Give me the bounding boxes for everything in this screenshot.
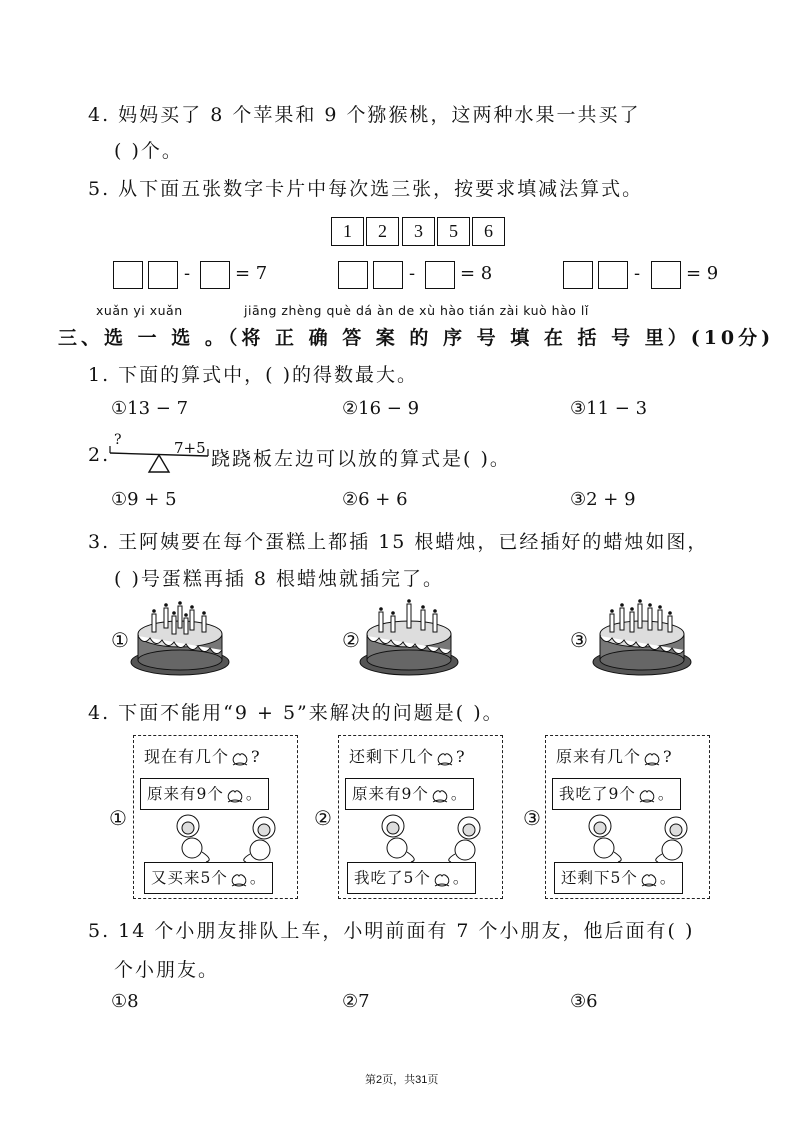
minus-sign: -	[184, 263, 191, 284]
cake-icon	[128, 596, 232, 678]
section-pinyin-left: xuǎn yi xuǎn	[96, 303, 183, 318]
speech-bubble: 我吃了5个 。	[347, 862, 476, 894]
option[interactable]: ③11 − 3	[570, 398, 648, 419]
mc-question-3-line1: 3. 王阿姨要在每个蛋糕上都插 15 根蜡烛，已经插好的蜡烛如图，	[88, 531, 709, 553]
number-card: 2	[366, 217, 399, 246]
mc-question-1: 1. 下面的算式中，( )的得数最大。	[88, 364, 419, 386]
option-label[interactable]: ①	[109, 806, 127, 830]
peach-icon	[434, 749, 456, 767]
monkey-icon	[174, 812, 284, 862]
question-5-text: 5. 从下面五张数字卡片中每次选三张，按要求填减法算式。	[88, 178, 644, 200]
answer-blank[interactable]	[425, 261, 455, 289]
cake-label: ③	[570, 628, 588, 652]
option[interactable]: ②16 − 9	[342, 398, 420, 419]
mc-question-2-text: 跷跷板左边可以放的算式是( )。	[211, 448, 511, 470]
option[interactable]: ①8	[111, 991, 139, 1012]
answer-blank[interactable]	[651, 261, 681, 289]
option[interactable]: ③2 + 9	[570, 489, 636, 510]
monkey-icon	[586, 812, 696, 862]
peach-icon	[229, 749, 251, 767]
mc-question-5-line2: 个小朋友。	[114, 959, 220, 981]
equation-result: = 9	[686, 263, 719, 284]
problem-box-2	[338, 735, 503, 899]
number-card: 3	[402, 217, 435, 246]
seesaw-right-label: 7+5	[174, 439, 206, 457]
minus-sign: -	[634, 263, 641, 284]
section-title: 三、选 一 选 。（将 正 确 答 案 的 序 号 填 在 括 号 里）(10分)	[58, 327, 775, 349]
problem-box-3	[545, 735, 710, 899]
question-4-line1: 4. 妈妈买了 8 个苹果和 9 个猕猴桃，这两种水果一共买了	[88, 104, 641, 126]
number-card: 1	[331, 217, 364, 246]
number-card: 5	[437, 217, 470, 246]
peach-icon	[641, 749, 663, 767]
speech-bubble: 我吃了9个 。	[552, 778, 681, 810]
box-question: 还剩下几个 ?	[349, 747, 466, 766]
peach-icon	[429, 786, 451, 804]
answer-blank[interactable]	[113, 261, 143, 289]
page-footer: 第2页，共31页	[365, 1074, 439, 1086]
cake-icon	[590, 596, 694, 678]
peach-icon	[636, 786, 658, 804]
mc-question-4: 4. 下面不能用“9 + 5”来解决的问题是( )。	[88, 702, 504, 724]
seesaw-left-label: ?	[114, 432, 122, 448]
answer-blank[interactable]	[200, 261, 230, 289]
equation-result: = 7	[235, 263, 268, 284]
cake-icon	[357, 596, 461, 678]
number-card: 6	[472, 217, 505, 246]
speech-bubble: 原来有9个 。	[140, 778, 269, 810]
question-4-line2: ( )个。	[114, 140, 183, 162]
box-question: 现在有几个 ?	[144, 747, 261, 766]
problem-box-1	[133, 735, 298, 899]
monkey-icon	[379, 812, 489, 862]
peach-icon	[638, 870, 660, 888]
speech-bubble: 还剩下5个 。	[554, 862, 683, 894]
option[interactable]: ①9 + 5	[111, 489, 177, 510]
speech-bubble: 原来有9个 。	[345, 778, 474, 810]
box-question: 原来有几个 ?	[556, 747, 673, 766]
cake-label: ①	[111, 628, 129, 652]
mc-question-5-line1: 5. 14 个小朋友排队上车，小明前面有 7 个小朋友，他后面有( )	[88, 920, 695, 942]
answer-blank[interactable]	[373, 261, 403, 289]
option-label[interactable]: ②	[314, 806, 332, 830]
answer-blank[interactable]	[338, 261, 368, 289]
peach-icon	[431, 870, 453, 888]
mc-question-2-number: 2.	[88, 444, 111, 466]
peach-icon	[224, 786, 246, 804]
equation-result: = 8	[460, 263, 493, 284]
peach-icon	[228, 870, 250, 888]
section-pinyin-right: jiāng zhèng què dá àn de xù hào tián zài kuò hào lǐ	[244, 303, 589, 318]
option[interactable]: ②7	[342, 991, 370, 1012]
answer-blank[interactable]	[598, 261, 628, 289]
option[interactable]: ③6	[570, 991, 598, 1012]
speech-bubble: 又买来5个 。	[144, 862, 273, 894]
option-label[interactable]: ③	[523, 806, 541, 830]
answer-blank[interactable]	[148, 261, 178, 289]
answer-blank[interactable]	[563, 261, 593, 289]
cake-label: ②	[342, 628, 360, 652]
minus-sign: -	[409, 263, 416, 284]
mc-question-3-line2: ( )号蛋糕再插 8 根蜡烛就插完了。	[114, 568, 445, 590]
option[interactable]: ①13 − 7	[111, 398, 189, 419]
option[interactable]: ②6 + 6	[342, 489, 408, 510]
